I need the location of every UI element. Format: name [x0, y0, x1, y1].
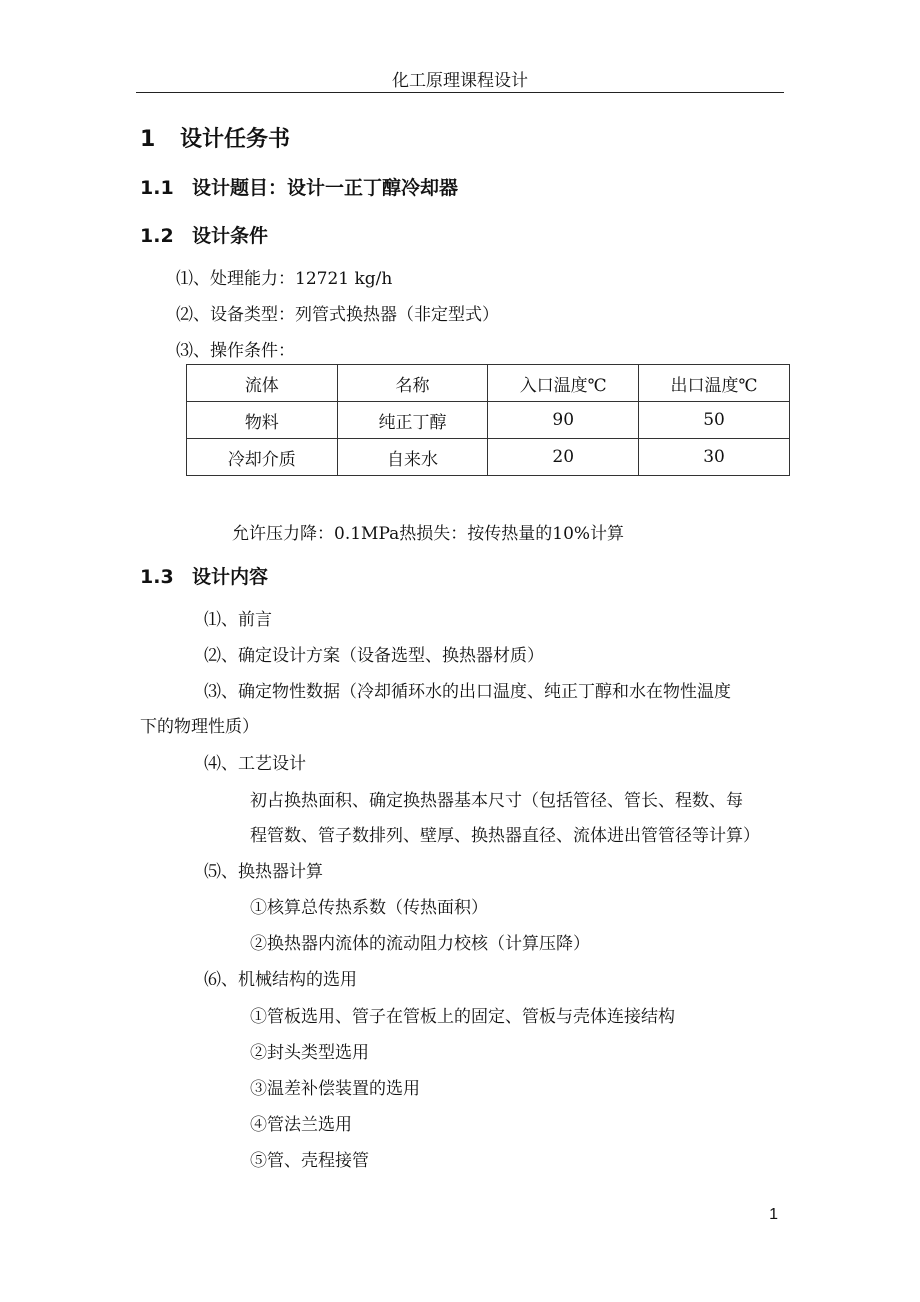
content-line: ⑹、机械结构的选用 [204, 970, 357, 990]
table-row [187, 439, 790, 476]
section-1-2-heading [140, 221, 268, 248]
content-line: ⑷、工艺设计 [204, 754, 306, 774]
content-line: ③温差补偿装置的选用 [250, 1079, 420, 1099]
section-1-3-number: 1.3 [140, 566, 174, 588]
section-1-2-number: 1.2 [140, 225, 174, 247]
section-1-number: 1 [140, 127, 156, 152]
content-line: 程管数、管子数排列、壁厚、换热器直径、流体进出管管径等计算） [250, 826, 760, 846]
header-rule [136, 92, 784, 93]
section-1-1-heading [140, 173, 458, 200]
table-cell: 冷却介质 [187, 439, 338, 476]
content-line: ⑴、前言 [204, 610, 272, 630]
section-1-1-number: 1.1 [140, 177, 174, 199]
section-1-1-title: 设计题目：设计一正丁醇冷却器 [192, 177, 459, 199]
running-header: 化工原理课程设计 [392, 71, 528, 91]
table-header-cell: 入口温度℃ [488, 365, 639, 402]
table-row [187, 402, 790, 439]
table-header-cell: 流体 [187, 365, 338, 402]
table-header-cell: 名称 [337, 365, 488, 402]
section-1-title: 设计任务书 [180, 127, 291, 152]
operating-conditions-table [186, 364, 790, 476]
section-1-3-heading [140, 562, 268, 589]
table-cell: 50 [639, 402, 790, 439]
table-cell: 20 [488, 439, 639, 476]
content-line: ①管板选用、管子在管板上的固定、管板与壳体连接结构 [250, 1007, 675, 1027]
page-number: 1 [769, 1206, 778, 1223]
condition-item-2: ⑵、设备类型：列管式换热器（非定型式） [176, 305, 499, 325]
pressure-loss-note: 允许压力降：0.1MPa热损失：按传热量的10%计算 [232, 524, 625, 544]
content-line: 初占换热面积、确定换热器基本尺寸（包括管径、管长、程数、每 [250, 791, 743, 811]
table-header-row [187, 365, 790, 402]
content-line: ②封头类型选用 [250, 1043, 369, 1063]
condition-item-3: ⑶、操作条件： [176, 341, 295, 361]
content-line: ⑸、换热器计算 [204, 862, 323, 882]
content-line: ⑵、确定设计方案（设备选型、换热器材质） [204, 646, 544, 666]
content-line: ⑶、确定物性数据（冷却循环水的出口温度、纯正丁醇和水在物性温度 [204, 682, 731, 702]
table-cell: 30 [639, 439, 790, 476]
table-header-cell: 出口温度℃ [639, 365, 790, 402]
content-line: 下的物理性质） [140, 717, 259, 737]
table-cell: 物料 [187, 402, 338, 439]
content-line: ⑤管、壳程接管 [250, 1151, 369, 1171]
section-1-2-title: 设计条件 [192, 225, 269, 247]
table-cell: 纯正丁醇 [337, 402, 488, 439]
table-cell: 自来水 [337, 439, 488, 476]
section-1-heading [140, 122, 290, 153]
table-cell: 90 [488, 402, 639, 439]
content-line: ②换热器内流体的流动阻力校核（计算压降） [250, 934, 590, 954]
content-line: ①核算总传热系数（传热面积） [250, 898, 488, 918]
condition-item-1: ⑴、处理能力：12721 kg/h [176, 269, 393, 289]
content-line: ④管法兰选用 [250, 1115, 352, 1135]
section-1-3-title: 设计内容 [192, 566, 269, 588]
